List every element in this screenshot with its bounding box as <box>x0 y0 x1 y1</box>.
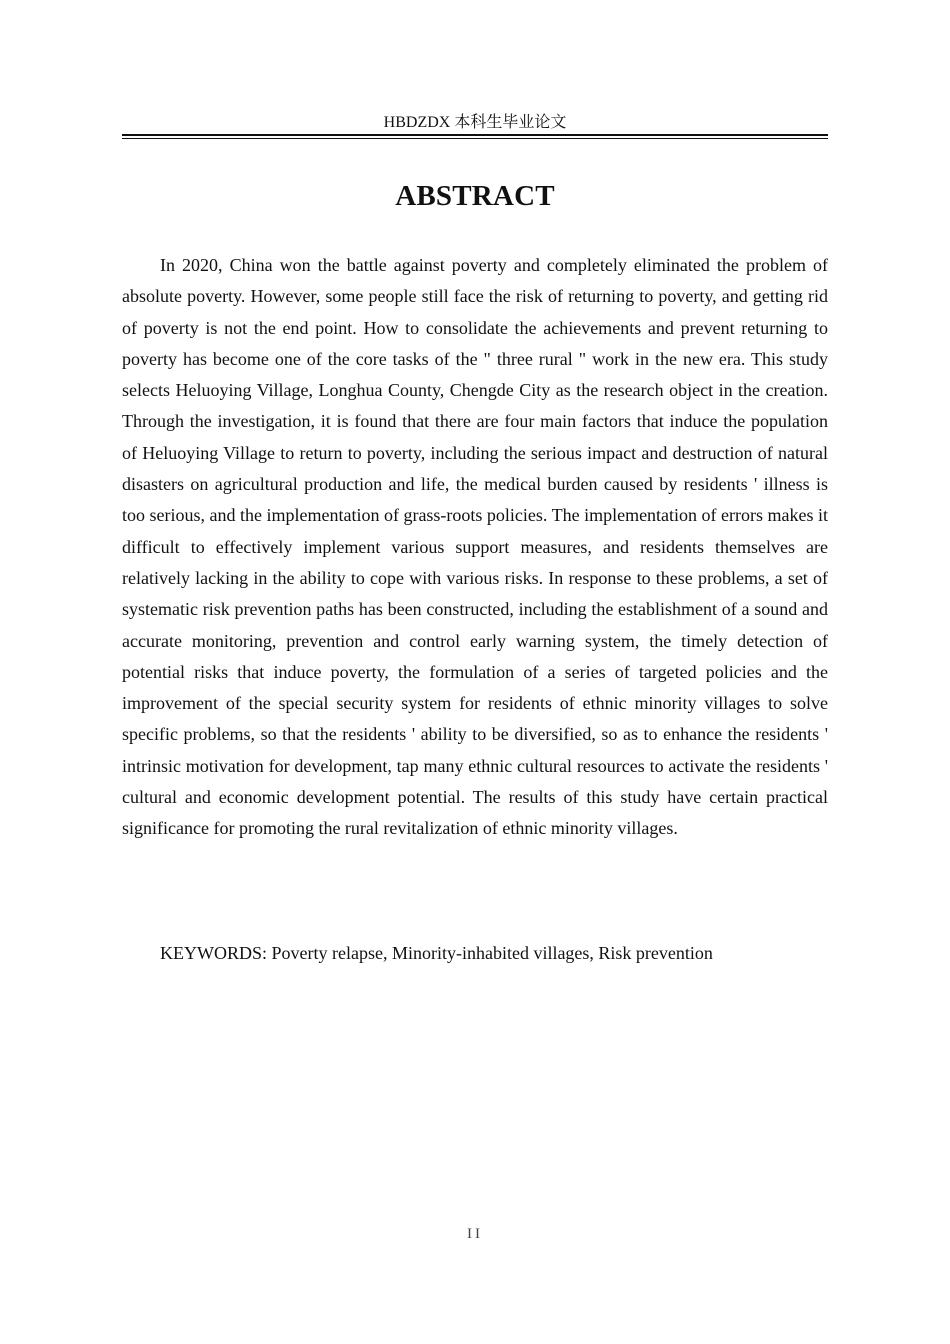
page-title: ABSTRACT <box>395 180 555 212</box>
page-number: II <box>467 1226 483 1242</box>
running-header: HBDZDX 本科生毕业论文 <box>383 114 567 131</box>
keywords-line: KEYWORDS: Poverty relapse, Minority-inhabited villages, Risk prevention <box>160 943 713 963</box>
header-rule-thick <box>122 134 828 136</box>
header-rule-thin <box>122 138 828 139</box>
abstract-paragraph: In 2020, China won the battle against poverty and completely eliminated the problem of absolute poverty. However, some people still face the risk of returning to poverty, and getting rid of poverty is not the end point. How to consolidate the achievements and prevent returning to poverty has become one of the core tasks of the " three rural " work in the new era. This study selects Heluoying Village, Longhua County, Chengde City as the research object in the creation. Through the investigation, it is found that there are four main factors that induce the population of Heluoying Village to return to poverty, including the serious impact and destruction of natural disasters on agricultural production and life, the medical burden caused by residents ' illness is too serious, and the implementation of grass-roots policies. The implementation of errors makes it difficult to effectively implement various support measures, and residents themselves are relatively lacking in the ability to cope with various risks. In response to these problems, a set of systematic risk prevention paths has been constructed, including the establishment of a sound and accurate monitoring, prevention and control early warning system, the timely detection of potential risks that induce poverty, the formulation of a series of targeted policies and the improvement of the special security system for residents of ethnic minority villages to solve specific problems, so that the residents ' ability to be diversified, so as to enhance the residents ' intrinsic motivation for development, tap many ethnic cultural resources to activate the residents ' cultural and economic development potential. The results of this study have certain practical significance for promoting the rural revitalization of ethnic minority villages. <box>122 255 829 839</box>
